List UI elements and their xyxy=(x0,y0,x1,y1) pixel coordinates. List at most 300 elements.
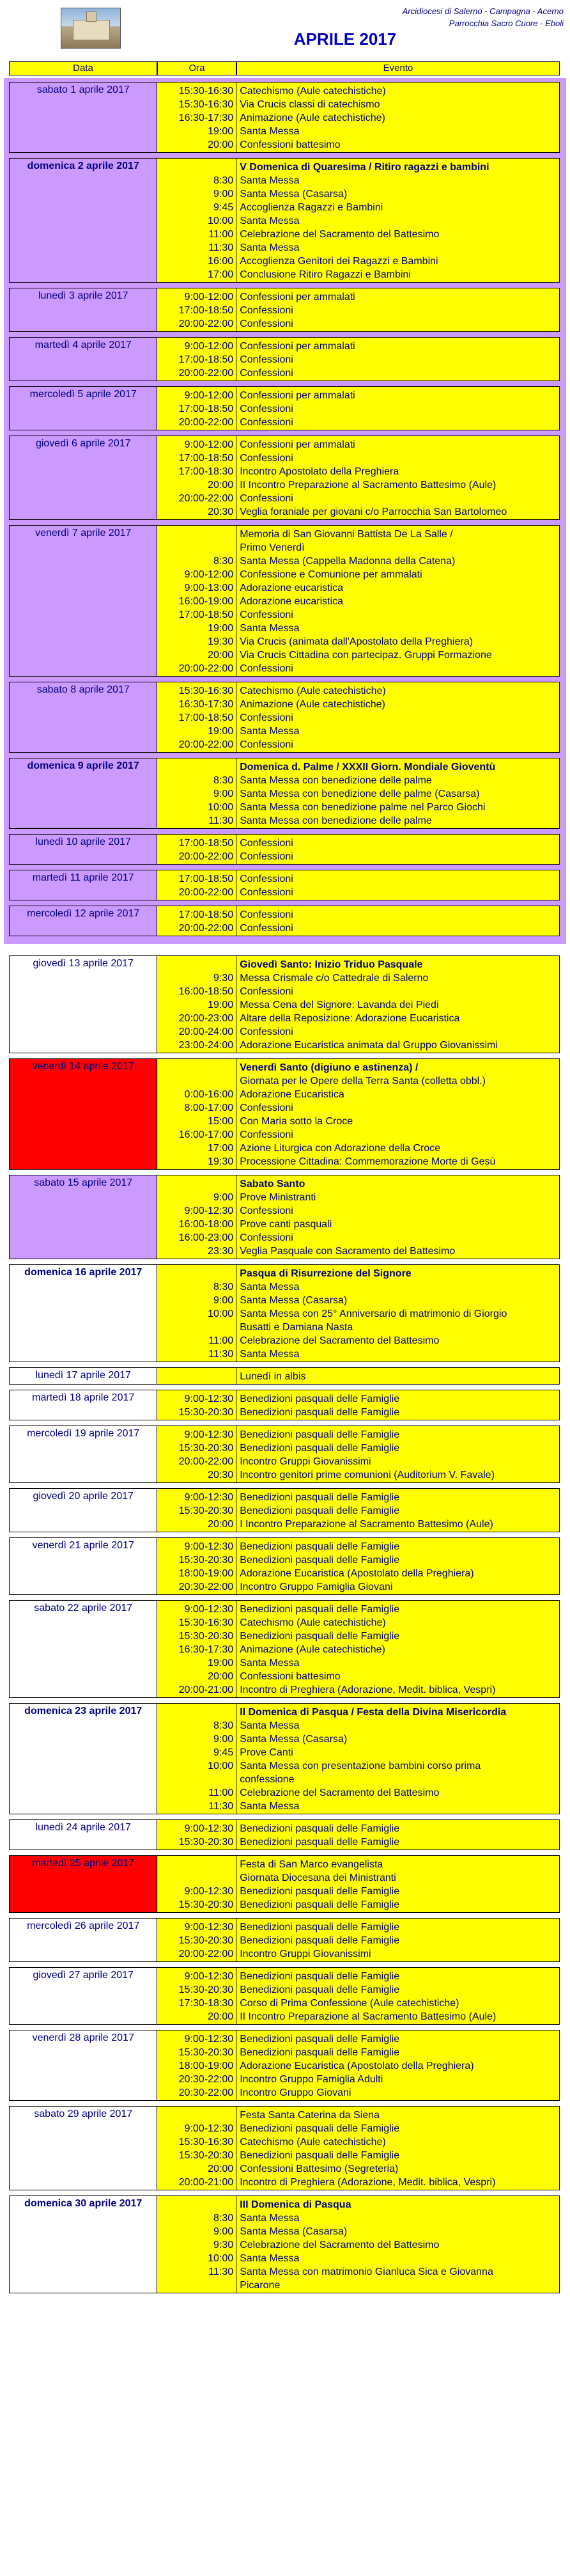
event-time: 20:00-22:00 xyxy=(178,739,234,750)
event-time: 18:00-19:00 xyxy=(178,2061,234,2071)
event-text: Adorazione Eucaristica xyxy=(240,1089,344,1100)
day-times xyxy=(157,2030,236,2100)
event-time: 17:00-18:50 xyxy=(178,909,234,920)
day-row xyxy=(9,2106,560,2190)
event-time: 20:00-22:00 xyxy=(178,368,234,379)
day-events xyxy=(236,288,559,331)
event-time: 19:00 xyxy=(208,726,234,737)
event-time: 15:30-20:30 xyxy=(178,1631,234,1642)
event-text: Santa Messa con benedizione delle palme xyxy=(240,775,432,786)
event-text: Conclusione Ritiro Ragazzi e Bambini xyxy=(240,269,411,280)
event-text: Via Crucis Cittadina con partecipaz. Gruppi Formazione xyxy=(240,650,492,661)
day-times xyxy=(157,1601,236,1697)
event-time: 17:00-18:50 xyxy=(178,609,234,620)
event-time: 11:30 xyxy=(208,1349,234,1360)
event-time: 9:00-12:00 xyxy=(184,292,234,302)
event-text: Accoglienza Genitori dei Ragazzi e Bambini xyxy=(240,256,438,267)
event-text: Via Crucis classi di catechismo xyxy=(240,99,380,110)
event-text: Confessione e Comunione per ammalati xyxy=(240,569,422,580)
event-time: 16:30-17:30 xyxy=(178,113,234,123)
day-date: domenica 16 aprile 2017 xyxy=(10,1265,157,1362)
day-events xyxy=(236,2030,559,2100)
event-text: Accoglienza Ragazzi e Bambini xyxy=(240,202,383,213)
event-time xyxy=(160,1177,233,1191)
day-events xyxy=(236,1601,559,1697)
event-text: Adorazione eucaristica xyxy=(240,583,344,593)
day-date: sabato 8 aprile 2017 xyxy=(10,682,157,752)
event-text: Benedizioni pasquali delle Famiglie xyxy=(240,1555,400,1566)
event-time: 15:30-20:30 xyxy=(178,1899,234,1910)
event-text: Santa Messa xyxy=(240,1720,300,1731)
event-time: 9:00-12:30 xyxy=(184,1886,234,1897)
event-text: Confessioni xyxy=(240,318,293,329)
day-times xyxy=(157,2196,236,2293)
event-text: Confessioni per ammalati xyxy=(240,390,355,401)
event-text: II Domenica di Pasqua / Festa della Divina Misericordia xyxy=(240,1707,507,1718)
column-header-event: Evento xyxy=(236,61,560,75)
event-time: 8:30 xyxy=(213,175,234,186)
day-date: martedì 11 aprile 2017 xyxy=(10,870,157,900)
event-time: 17:00-18:50 xyxy=(178,874,234,884)
event-text: Celebrazione del Sacramento del Battesimo xyxy=(240,2240,440,2250)
event-time: 20:00-22:00 xyxy=(178,417,234,428)
event-time: 20:00-22:00 xyxy=(178,1456,234,1467)
diocese-line: Arcidiocesi di Salerno - Campagna - Acerno xyxy=(402,6,564,16)
event-time: 19:00 xyxy=(208,1000,234,1010)
day-events xyxy=(236,835,559,864)
day-date: giovedì 6 aprile 2017 xyxy=(10,436,157,519)
day-row xyxy=(9,386,560,430)
event-time: 15:30-20:30 xyxy=(178,2047,234,2058)
event-time: 16:00-19:00 xyxy=(178,596,234,607)
day-times xyxy=(157,870,236,900)
event-text: Benedizioni pasquali delle Famiglie xyxy=(240,1922,400,1933)
event-text: Catechismo (Aule catechistiche) xyxy=(240,86,386,97)
event-text: Incontro Gruppo Famiglia Adulti xyxy=(240,2074,383,2085)
event-time: 20:00 xyxy=(208,650,234,661)
event-time: 8:30 xyxy=(213,2213,234,2224)
day-date: sabato 1 aprile 2017 xyxy=(10,82,157,152)
event-text: Veglia Pasquale con Sacramento del Battesimo xyxy=(240,1246,456,1257)
event-text: Incontro Apostolato della Preghiera xyxy=(240,466,399,477)
event-text: Confessioni xyxy=(240,712,293,723)
event-time xyxy=(160,2109,233,2122)
day-date: lunedì 17 aprile 2017 xyxy=(10,1368,157,1384)
day-times xyxy=(157,1489,236,1532)
event-text: Santa Messa xyxy=(240,726,300,737)
event-text: Incontro Gruppo Famiglia Giovani xyxy=(240,1582,393,1592)
event-time: 16:00-18:50 xyxy=(178,986,234,997)
day-row xyxy=(9,834,560,865)
event-text: Confessioni xyxy=(240,887,293,898)
day-times xyxy=(157,387,236,430)
event-text: Veglia foraniale per giovani c/o Parrocchia San Bartolomeo xyxy=(240,507,507,517)
event-time: 17:00-18:50 xyxy=(178,305,234,316)
day-times xyxy=(157,159,236,282)
event-time: 9:00-12:30 xyxy=(184,1541,234,1552)
event-time: 9:00-12:30 xyxy=(184,1922,234,1933)
event-text: Celebrazione del Sacramento del Battesimo xyxy=(240,1335,440,1346)
event-text: Benedizioni pasquali delle Famiglie xyxy=(240,1443,400,1454)
day-events xyxy=(236,82,559,152)
event-time: 16:00-18:00 xyxy=(178,1219,234,1230)
day-date: giovedì 13 aprile 2017 xyxy=(10,956,157,1053)
day-events xyxy=(236,956,559,1053)
event-time xyxy=(160,528,233,541)
day-date: mercoledì 5 aprile 2017 xyxy=(10,387,157,430)
day-date: domenica 23 aprile 2017 xyxy=(10,1704,157,1814)
event-time: 20:00 xyxy=(208,1671,234,1682)
event-text: Altare della Reposizione: Adorazione Eucaristica xyxy=(240,1013,460,1024)
event-text: Azione Liturgica con Adorazione della Croce xyxy=(240,1143,441,1154)
event-text: Messa Cena del Signore: Lavanda dei Piedi xyxy=(240,1000,439,1010)
event-text: Santa Messa (Cappella Madonna della Catena) xyxy=(240,556,456,567)
event-time: 19:00 xyxy=(208,126,234,137)
day-events xyxy=(236,906,559,936)
event-text: Santa Messa xyxy=(240,2253,300,2264)
event-time: 17:00-18:50 xyxy=(178,354,234,365)
event-time: 9:00 xyxy=(213,189,234,200)
event-time: 15:30-16:30 xyxy=(178,86,234,97)
event-text: Benedizioni pasquali delle Famiglie xyxy=(240,1971,400,1982)
event-time: 17:00-18:50 xyxy=(178,838,234,849)
day-row xyxy=(9,1425,560,1483)
event-text: Benedizioni pasquali delle Famiglie xyxy=(240,1505,400,1516)
event-text: Animazione (Aule catechistiche) xyxy=(240,699,385,710)
event-text: Lunedì in albis xyxy=(240,1371,306,1382)
day-date: lunedì 3 aprile 2017 xyxy=(10,288,157,331)
event-text: Celebrazione del Sacramento del Battesimo xyxy=(240,1787,440,1798)
column-header-date: Data xyxy=(9,61,157,75)
day-date: lunedì 10 aprile 2017 xyxy=(10,835,157,864)
page-title: APRILE 2017 xyxy=(293,29,397,49)
event-text: Santa Messa xyxy=(240,175,300,186)
event-time: 9:30 xyxy=(213,2240,234,2250)
day-times xyxy=(157,1968,236,2024)
event-text: Pasqua di Risurrezione del Signore xyxy=(240,1268,412,1279)
event-time xyxy=(160,760,233,774)
event-time: 8:00-17:00 xyxy=(184,1103,234,1113)
day-row xyxy=(9,2030,560,2101)
event-time: 20:00-24:00 xyxy=(178,1026,234,1037)
event-time: 20:30-22:00 xyxy=(178,2074,234,2085)
event-time: 10:00 xyxy=(208,216,234,226)
event-time: 9:00-12:30 xyxy=(184,1206,234,1216)
day-row xyxy=(9,906,560,936)
day-row xyxy=(9,436,560,520)
event-time xyxy=(160,1061,233,1074)
parish-info xyxy=(403,5,564,29)
event-time: 20:00-23:00 xyxy=(178,1013,234,1024)
day-date: venerdì 7 aprile 2017 xyxy=(10,526,157,676)
event-text: Confessioni xyxy=(240,368,293,379)
event-text: Santa Messa (Casarsa) xyxy=(240,189,348,200)
event-text: Festa di San Marco evangelista xyxy=(240,1859,383,1870)
day-times xyxy=(157,288,236,331)
event-text: Venerdì Santo (digiuno e astinenza) / xyxy=(240,1062,419,1073)
event-text: Adorazione Eucaristica (Apostolato della Preghiera) xyxy=(240,1568,474,1579)
event-time: 20:00 xyxy=(208,2011,234,2022)
day-events xyxy=(236,2107,559,2190)
day-date: venerdì 21 aprile 2017 xyxy=(10,1538,157,1594)
day-date: giovedì 20 aprile 2017 xyxy=(10,1489,157,1532)
event-text: Festa Santa Caterina da Siena xyxy=(240,2110,380,2121)
event-text: Confessioni xyxy=(240,851,293,862)
event-text: Incontro genitori prime comunioni (Auditorium V. Favale) xyxy=(240,1470,495,1480)
event-text: Prove Canti xyxy=(240,1747,293,1758)
day-date: mercoledì 19 aprile 2017 xyxy=(10,1426,157,1482)
day-events xyxy=(236,682,559,752)
day-events xyxy=(236,870,559,900)
day-events xyxy=(236,1059,559,1169)
event-text: Confessioni xyxy=(240,1129,293,1140)
event-time: 9:00-12:00 xyxy=(184,569,234,580)
event-text: Confessioni xyxy=(240,1026,293,1037)
event-time: 20:30-22:00 xyxy=(178,2087,234,2098)
event-time: 8:30 xyxy=(213,1720,234,1731)
day-row xyxy=(9,337,560,381)
event-text: Corso di Prima Confessione (Aule catechistiche) xyxy=(240,1998,459,2009)
day-row xyxy=(9,1367,560,1385)
event-time: 9:30 xyxy=(213,973,234,984)
event-text: I Incontro Preparazione al Sacramento Battesimo (Aule) xyxy=(240,1519,493,1530)
event-time: 17:00 xyxy=(208,269,234,280)
day-times xyxy=(157,956,236,1053)
day-row xyxy=(9,1819,560,1850)
event-text: Benedizioni pasquali delle Famiglie xyxy=(240,1886,400,1897)
event-time: 19:00 xyxy=(208,623,234,634)
event-text: Confessioni xyxy=(240,1232,293,1243)
event-text: Santa Messa con benedizione palme nel Parco Giochi xyxy=(240,802,486,813)
event-time: 20:00-22:00 xyxy=(178,318,234,329)
event-text: Sabato Santo xyxy=(240,1179,305,1190)
event-time: 20:00 xyxy=(208,139,234,150)
event-text: Santa Messa (Casarsa) xyxy=(240,1295,348,1306)
event-text: Confessioni per ammalati xyxy=(240,292,355,302)
day-times xyxy=(157,1175,236,1259)
event-text: Confessioni xyxy=(240,663,293,674)
event-time xyxy=(160,1773,233,1786)
event-text: Santa Messa con benedizione delle palme (Casarsa) xyxy=(240,789,480,799)
day-times xyxy=(157,526,236,676)
event-text: Confessioni xyxy=(240,609,293,620)
day-row xyxy=(9,870,560,900)
event-text: Benedizioni pasquali delle Famiglie xyxy=(240,1394,400,1404)
event-text: Confessioni xyxy=(240,453,293,464)
day-row xyxy=(9,758,560,829)
day-row xyxy=(9,525,560,677)
event-text: Picarone xyxy=(240,2280,281,2291)
event-time: 20:30 xyxy=(208,507,234,517)
event-time: 20:00 xyxy=(208,480,234,491)
event-time: 19:30 xyxy=(208,636,234,647)
day-events xyxy=(236,1856,559,1912)
event-text: Incontro di Preghiera (Adorazione, Medit. biblica, Vespri) xyxy=(240,2177,496,2188)
column-header-row xyxy=(9,61,560,75)
event-text: Santa Messa con presentazione bambini corso prima xyxy=(240,1761,481,1771)
event-time: 11:00 xyxy=(208,229,234,240)
event-text: Catechismo (Aule catechistiche) xyxy=(240,1617,386,1628)
event-time: 23:00-24:00 xyxy=(178,1040,234,1051)
event-time: 9:00-12:30 xyxy=(184,1394,234,1404)
day-row xyxy=(9,1537,560,1595)
day-date: sabato 22 aprile 2017 xyxy=(10,1601,157,1697)
event-text: Giornata Diocesana dei Ministranti xyxy=(240,1873,396,1883)
event-time: 17:00-18:50 xyxy=(178,453,234,464)
event-text: Confessioni per ammalati xyxy=(240,341,355,352)
day-events xyxy=(236,1390,559,1420)
event-text: Benedizioni pasquali delle Famiglie xyxy=(240,2150,400,2161)
event-time: 11:00 xyxy=(208,1787,234,1798)
event-text: Prove Ministranti xyxy=(240,1192,316,1203)
event-time: 17:00-18:50 xyxy=(178,404,234,414)
event-time: 9:45 xyxy=(213,202,234,213)
event-text: Confessioni xyxy=(240,874,293,884)
event-text: Confessioni battesimo xyxy=(240,1671,341,1682)
event-text: Adorazione Eucaristica (Apostolato della Preghiera) xyxy=(240,2061,474,2071)
event-time: 16:30-17:30 xyxy=(178,699,234,710)
event-time: 16:30-17:30 xyxy=(178,1644,234,1655)
event-text: Memoria di San Giovanni Battista De La Salle / xyxy=(240,529,453,540)
column-header-time: Ora xyxy=(157,61,236,75)
event-text: Incontro Gruppi Giovanissimi xyxy=(240,1456,371,1467)
event-time: 11:30 xyxy=(208,1801,234,1812)
day-row xyxy=(9,1600,560,1698)
event-text: Messa Crismale c/o Cattedrale di Salerno xyxy=(240,973,429,984)
event-text: Confessioni per ammalati xyxy=(240,439,355,450)
day-times xyxy=(157,2107,236,2190)
event-time: 11:00 xyxy=(208,1335,234,1346)
day-date: martedì 18 aprile 2017 xyxy=(10,1390,157,1420)
event-text: Benedizioni pasquali delle Famiglie xyxy=(240,1541,400,1552)
day-date: sabato 29 aprile 2017 xyxy=(10,2107,157,2190)
event-time: 20:00-22:00 xyxy=(178,663,234,674)
event-text: Primo Venerdì xyxy=(240,542,305,553)
day-row xyxy=(9,1175,560,1259)
day-events xyxy=(236,387,559,430)
event-text: Benedizioni pasquali delle Famiglie xyxy=(240,1604,400,1615)
day-date: martedì 25 aprile 2017 xyxy=(10,1856,157,1912)
event-time: 9:00-12:00 xyxy=(184,341,234,352)
event-time: 20:00-22:00 xyxy=(178,851,234,862)
event-text: Adorazione Eucaristica animata dal Gruppo Giovanissimi xyxy=(240,1040,498,1051)
event-time: 16:00-23:00 xyxy=(178,1232,234,1243)
event-time: 9:00 xyxy=(213,789,234,799)
event-time: 11:30 xyxy=(208,242,234,253)
event-time: 19:00 xyxy=(208,1658,234,1669)
event-time: 20:30-22:00 xyxy=(178,1582,234,1592)
event-time: 9:00 xyxy=(213,1295,234,1306)
event-text: Confessioni xyxy=(240,404,293,414)
event-text: Confessioni xyxy=(240,493,293,504)
event-text: Prove canti pasquali xyxy=(240,1219,332,1230)
day-times xyxy=(157,1059,236,1169)
day-date: venerdì 14 aprile 2017 xyxy=(10,1059,157,1169)
event-time: 10:00 xyxy=(208,1308,234,1319)
event-time: 15:30-16:30 xyxy=(178,1617,234,1628)
event-time: 20:00-22:00 xyxy=(178,923,234,934)
day-row xyxy=(9,288,560,332)
event-text: Santa Messa con 25° Anniversario di matrimonio di Giorgio xyxy=(240,1308,507,1319)
day-date: domenica 9 aprile 2017 xyxy=(10,758,157,828)
event-text: Santa Messa xyxy=(240,216,300,226)
day-events xyxy=(236,1919,559,1961)
day-events xyxy=(236,1489,559,1532)
event-text: Adorazione eucaristica xyxy=(240,596,344,607)
event-text: Benedizioni pasquali delle Famiglie xyxy=(240,1984,400,1995)
day-row xyxy=(9,1390,560,1420)
event-text: Confessioni xyxy=(240,986,293,997)
day-date: domenica 30 aprile 2017 xyxy=(10,2196,157,2293)
event-time: 16:00-17:00 xyxy=(178,1129,234,1140)
event-time: 17:00-18:50 xyxy=(178,712,234,723)
day-date: giovedì 27 aprile 2017 xyxy=(10,1968,157,2024)
day-row xyxy=(9,158,560,283)
event-time xyxy=(160,1267,233,1280)
day-date: sabato 15 aprile 2017 xyxy=(10,1175,157,1259)
event-text: Incontro di Preghiera (Adorazione, Medit. biblica, Vespri) xyxy=(240,1685,496,1695)
event-time xyxy=(160,1074,233,1088)
event-text: Benedizioni pasquali delle Famiglie xyxy=(240,1837,400,1848)
day-events xyxy=(236,1820,559,1850)
event-time: 10:00 xyxy=(208,1761,234,1771)
event-time xyxy=(160,2279,233,2292)
event-text: Animazione (Aule catechistiche) xyxy=(240,113,385,123)
event-text: Benedizioni pasquali delle Famiglie xyxy=(240,2123,400,2134)
event-time: 20:00-21:00 xyxy=(178,2177,234,2188)
event-time: 8:30 xyxy=(213,556,234,567)
event-time: 9:00-12:30 xyxy=(184,1971,234,1982)
event-text: Santa Messa xyxy=(240,1801,300,1812)
event-text: II Incontro Preparazione al Sacramento Battesimo (Aule) xyxy=(240,2011,497,2022)
event-text: Confessioni xyxy=(240,923,293,934)
event-text: Santa Messa con matrimonio Gianluca Sica e Giovanna xyxy=(240,2266,493,2277)
event-time: 16:00 xyxy=(208,256,234,267)
event-text: Celebrazione del Sacramento del Battesimo xyxy=(240,229,440,240)
event-text: Confessioni xyxy=(240,1206,293,1216)
day-events xyxy=(236,436,559,519)
event-time xyxy=(160,541,233,554)
day-times xyxy=(157,1265,236,1362)
event-time xyxy=(160,958,233,971)
event-time: 15:30-20:30 xyxy=(178,1407,234,1418)
event-time: 9:00-13:00 xyxy=(184,583,234,593)
day-events xyxy=(236,1426,559,1482)
day-row xyxy=(9,955,560,1053)
event-time: 15:30-20:30 xyxy=(178,1443,234,1454)
event-time: 9:00 xyxy=(213,2226,234,2237)
event-text: Incontro Gruppi Giovanissimi xyxy=(240,1949,371,1959)
event-text: Animazione (Aule catechistiche) xyxy=(240,1644,385,1655)
event-text: Benedizioni pasquali delle Famiglie xyxy=(240,1935,400,1946)
day-row xyxy=(9,1918,560,1962)
event-text: Santa Messa xyxy=(240,242,300,253)
event-text: Santa Messa xyxy=(240,623,300,634)
event-text: Santa Messa (Casarsa) xyxy=(240,2226,348,2237)
event-time: 15:30-16:30 xyxy=(178,2137,234,2148)
event-time: 9:00-12:30 xyxy=(184,1604,234,1615)
event-text: Incontro Gruppo Giovani xyxy=(240,2087,351,2098)
day-date: lunedì 24 aprile 2017 xyxy=(10,1820,157,1850)
event-text: Santa Messa xyxy=(240,1282,300,1292)
event-text: Confessioni xyxy=(240,909,293,920)
event-time: 9:00-12:00 xyxy=(184,390,234,401)
event-time: 8:30 xyxy=(213,1282,234,1292)
event-time: 15:00 xyxy=(208,1116,234,1127)
event-text: Benedizioni pasquali delle Famiglie xyxy=(240,1899,400,1910)
event-text: Benedizioni pasquali delle Famiglie xyxy=(240,2047,400,2058)
day-times xyxy=(157,682,236,752)
